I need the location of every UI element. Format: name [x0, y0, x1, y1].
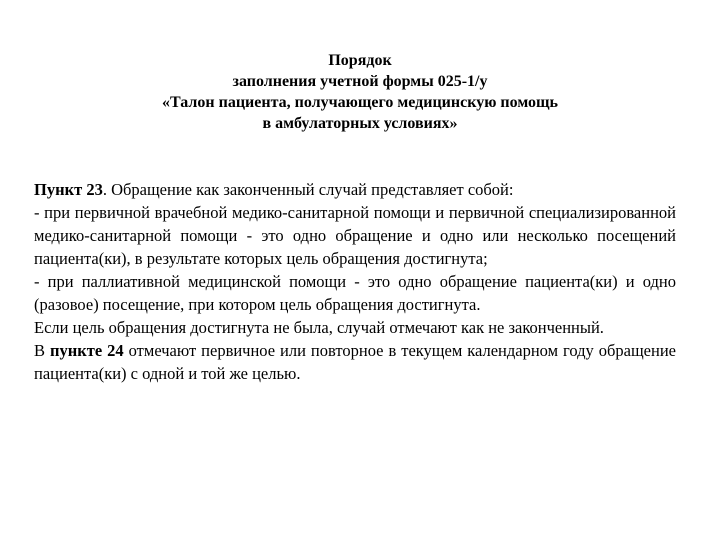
paragraph-point-23: [34, 178, 676, 201]
point-23-label: Пункт 23: [34, 180, 103, 199]
point-23-text: . Обращение как законченный случай представляет собой:: [102, 180, 514, 199]
point-24-prefix: В: [34, 341, 50, 360]
paragraph-palliative-care: - при паллиативной медицинской помощи - это одно обращение пациента(ки) и одно (разовое) посещение, при котором цель обращения достигнута.: [34, 272, 676, 314]
document-body: [34, 178, 676, 385]
title-line-3: «Талон пациента, получающего медицинскую помощь: [162, 94, 558, 111]
paragraph-not-achieved: Если цель обращения достигнута не была, случай отмечают как не законченный.: [34, 318, 604, 337]
title-line-4: в амбулаторных условиях»: [262, 115, 458, 132]
title-line-2: заполнения учетной формы 025-1/у: [232, 73, 488, 90]
point-24-label: пункте 24: [49, 341, 124, 360]
title-line-1: Порядок: [328, 52, 392, 69]
paragraph-point-24: [34, 339, 676, 385]
point-24-text: отмечают первичное или повторное в текущем календарном году обращение пациента(ки) с одной и той же целью.: [34, 341, 676, 383]
document-title: [60, 50, 660, 134]
paragraph-primary-care: - при первичной врачебной медико-санитарной помощи и первичной специализированной медико-санитарной помощи - это одно обращение и одно или несколько посещений пациента(ки), в результате которых цель обращения достигнута;: [34, 203, 676, 268]
